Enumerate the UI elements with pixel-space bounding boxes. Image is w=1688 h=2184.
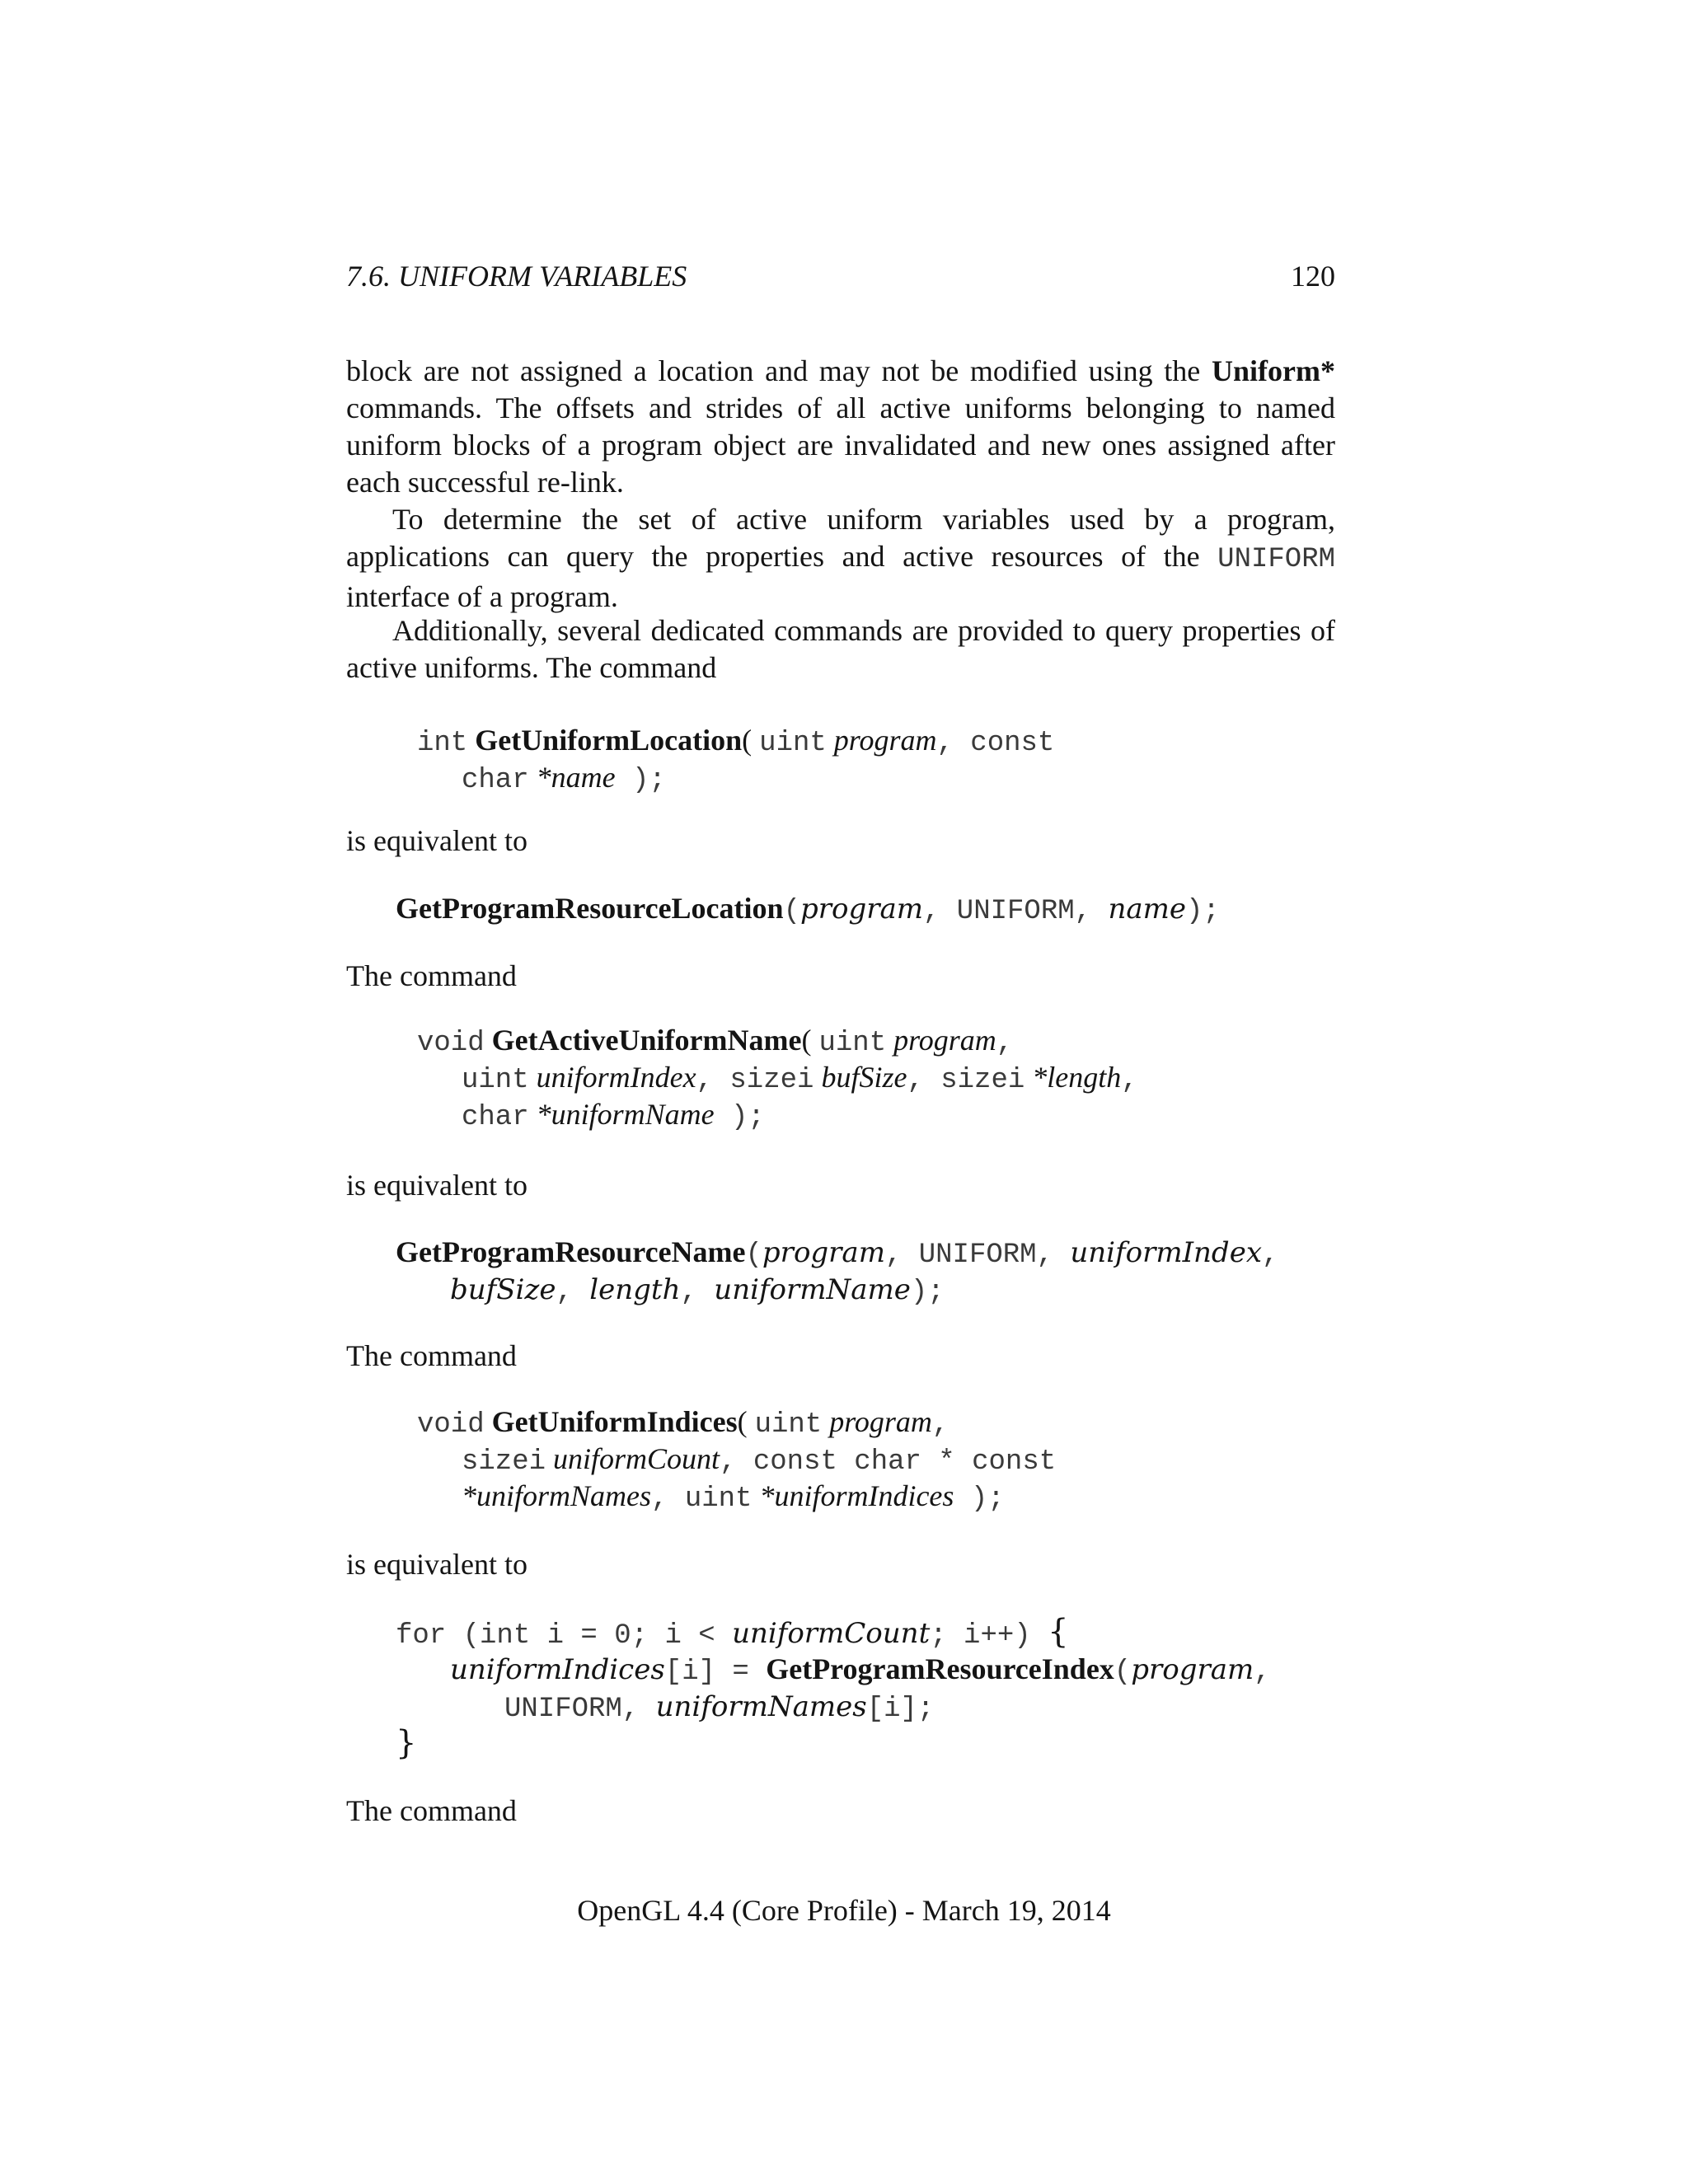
call1-sep2: ,: [1074, 896, 1109, 927]
code3-t4: uint: [684, 1483, 753, 1515]
code3-line2: [462, 1441, 1056, 1481]
code3-fn: GetUniformIndices: [491, 1405, 738, 1438]
loop-idx: [i] =: [664, 1657, 767, 1688]
code2-a1: program: [893, 1024, 996, 1057]
command-label-2: The command: [346, 1339, 517, 1372]
paragraph-1-text: block are not assigned a location and may not be modified using the: [346, 354, 1212, 387]
loop-brace-open: {: [1048, 1613, 1069, 1651]
loop-line3: [504, 1688, 934, 1728]
code3-a2: uniformCount: [553, 1442, 720, 1475]
code2-t3: sizei: [729, 1065, 814, 1096]
call2-sep5: ,: [680, 1277, 715, 1308]
code1-open: (: [742, 724, 760, 757]
loop-for-end: ; i++): [930, 1620, 1048, 1652]
call2-sep3: ,: [1262, 1240, 1279, 1271]
code3-close: );: [954, 1483, 1005, 1515]
loop-line4: [396, 1725, 416, 1763]
command-label-1: The command: [346, 959, 517, 992]
code1-line1: [417, 722, 1054, 762]
code3-c3: ,: [651, 1483, 685, 1515]
call1-a1: program: [799, 893, 923, 926]
call1-open: (: [783, 896, 800, 927]
code3-t1: uint: [754, 1409, 823, 1441]
paragraph-2: [346, 501, 1335, 616]
code1-a1: program: [833, 724, 937, 757]
code2-line3: [462, 1096, 765, 1137]
call2-a4: length: [589, 1273, 681, 1306]
loop-a1: program: [1131, 1653, 1254, 1686]
loop-lhs: uniformIndices: [450, 1653, 665, 1686]
loop-brace-close: }: [396, 1724, 417, 1762]
call2-sep1: ,: [884, 1240, 919, 1271]
code1-c1: , const: [936, 728, 1055, 759]
code1-a2: *name: [536, 761, 616, 794]
code2-t1: uint: [818, 1028, 887, 1059]
code2-line2: [462, 1059, 1138, 1099]
paragraph-2-rest: interface of a program.: [346, 580, 618, 613]
page-footer: OpenGL 4.4 (Core Profile) - March 19, 2014: [577, 1894, 1111, 1927]
section-header: 7.6. UNIFORM VARIABLES: [346, 260, 687, 293]
loop-line2: [450, 1651, 1271, 1691]
equiv-label-3: is equivalent to: [346, 1548, 528, 1581]
code2-a5: *uniformName: [536, 1098, 715, 1131]
code2-line1: [417, 1022, 1013, 1062]
code3-a3: *uniformNames: [462, 1479, 652, 1512]
code2-c1: ,: [996, 1028, 1014, 1059]
call2-fn: GetProgramResourceName: [396, 1235, 746, 1268]
code1-fn: GetUniformLocation: [475, 724, 743, 757]
code2-close: );: [714, 1102, 765, 1133]
paragraph-2-text: To determine the set of active uniform variables used by a program, applications can query the properties and active resources of the: [346, 503, 1335, 573]
code3-a1: program: [829, 1405, 932, 1438]
code3-c1: ,: [931, 1409, 950, 1441]
call2-a2: uniformIndex: [1070, 1236, 1262, 1269]
call1-m: UNIFORM: [956, 896, 1075, 927]
loop-fn: GetProgramResourceIndex: [766, 1652, 1114, 1685]
code2-c2: ,: [696, 1065, 730, 1096]
command-label-3: The command: [346, 1794, 517, 1827]
loop-a2: uniformNames: [655, 1690, 867, 1723]
call2-open: (: [745, 1240, 762, 1271]
loop-line1: [396, 1614, 1069, 1655]
code1-line2: [462, 759, 666, 799]
loop-m: UNIFORM: [504, 1694, 622, 1725]
paragraph-2-mono: UNIFORM: [1217, 544, 1335, 575]
loop-sep2: ,: [621, 1694, 656, 1725]
paragraph-1-bold: Uniform*: [1212, 354, 1335, 387]
call2-line1: [396, 1234, 1278, 1274]
loop-sep1: ,: [1254, 1657, 1271, 1688]
loop-open: (: [1114, 1657, 1132, 1688]
call1-close: );: [1185, 896, 1220, 927]
call2-a3: bufSize: [450, 1273, 556, 1306]
code2-ret: void: [417, 1028, 485, 1059]
page-number: 120: [1291, 260, 1335, 293]
paragraph-3: Additionally, several dedicated commands are provided to query properties of active uniforms. The command: [346, 614, 1335, 684]
call1-fn: GetProgramResourceLocation: [396, 892, 784, 925]
code3-line3: [462, 1478, 1005, 1518]
code1-close: );: [615, 765, 666, 796]
code2-a4: *length: [1032, 1061, 1122, 1094]
call1-line1: [396, 890, 1220, 930]
code2-t5: char: [462, 1102, 529, 1133]
call2-sep2: ,: [1036, 1240, 1071, 1271]
loop-count: uniformCount: [732, 1617, 931, 1650]
call1-sep1: ,: [922, 896, 957, 927]
call2-a5: uniformName: [714, 1273, 911, 1306]
code3-c2: , const char * const: [720, 1446, 1057, 1478]
code2-a2: uniformIndex: [536, 1061, 696, 1094]
code2-t2: uint: [462, 1065, 529, 1096]
code2-t4: sizei: [940, 1065, 1025, 1096]
equiv-label-2: is equivalent to: [346, 1169, 528, 1202]
code2-c3: ,: [907, 1065, 941, 1096]
code3-t2: sizei: [462, 1446, 546, 1478]
call2-m: UNIFORM: [918, 1240, 1037, 1271]
code2-open: (: [801, 1024, 819, 1057]
call2-a1: program: [762, 1236, 885, 1269]
code2-a3: bufSize: [821, 1061, 907, 1094]
code2-c4: ,: [1121, 1065, 1138, 1096]
code1-t1: uint: [759, 728, 827, 759]
code1-t2: char: [462, 765, 529, 796]
code3-ret: void: [417, 1409, 485, 1441]
call2-close: );: [910, 1277, 945, 1308]
code3-open: (: [737, 1405, 755, 1438]
loop-for-start: for (int i = 0; i <: [396, 1620, 733, 1652]
call2-line2: [450, 1271, 945, 1311]
call1-a2: name: [1108, 893, 1186, 926]
paragraph-1-rest: commands. The offsets and strides of all active uniforms belonging to named uniform blocks of a program object are invalidated and new ones assigned after each successful re-link.: [346, 391, 1335, 499]
code3-line1: [417, 1404, 949, 1444]
call2-sep4: ,: [556, 1277, 590, 1308]
code3-a4: *uniformIndices: [759, 1479, 954, 1512]
code1-ret: int: [417, 728, 468, 759]
loop-idx2: [i];: [866, 1694, 935, 1725]
code2-fn: GetActiveUniformName: [491, 1024, 802, 1057]
paragraph-1: [346, 353, 1335, 501]
equiv-label-1: is equivalent to: [346, 824, 528, 857]
